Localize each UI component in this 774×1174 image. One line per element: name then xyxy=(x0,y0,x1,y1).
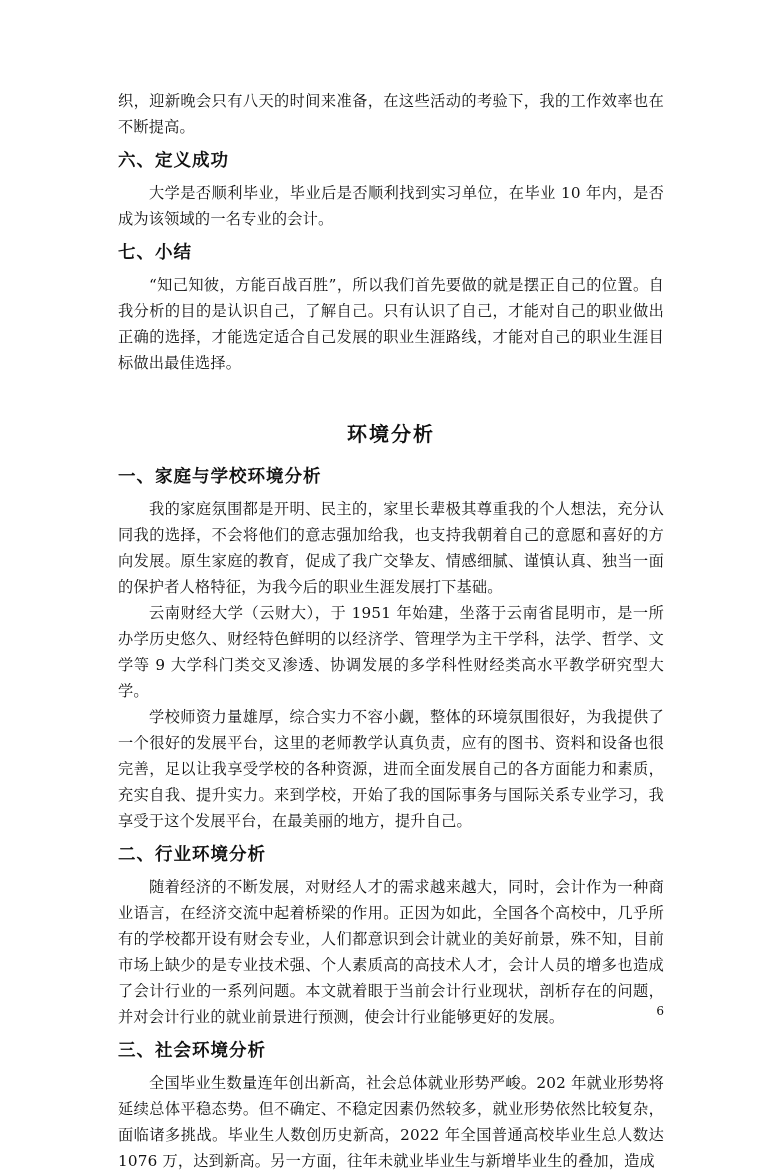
chapter-title: 环境分析 xyxy=(347,422,435,446)
section-heading-social: 三、社会环境分析 xyxy=(118,1041,266,1061)
paragraph-social: 全国毕业生数量连年创出新高，社会总体就业形势严峻。202 年就业形势将延续总体平稳态势。但不确定、不稳定因素仍然较多，就业形势依然比较复杂，面临诸多挑战。毕业生人数创历史新高，2022 年全国普通高校毕业生总人数达 1076 万，达到新高。另一方面，往年未就业毕业生与新增毕业生的叠加，造成 xyxy=(118,1074,664,1170)
paragraph-define-success: 大学是否顺利毕业，毕业后是否顺利找到实习单位，在毕业 10 年内，是否成为该领域的一名专业的会计。 xyxy=(118,184,664,228)
paragraph-school-resources: 学校师资力量雄厚，综合实力不容小觑，整体的环境氛围很好，为我提供了一个很好的发展平台，这里的老师教学认真负责，应有的图书、资料和设备也很完善，足以让我享受学校的各种资源，进而全面发展自己的各方面能力和素质，充实自我、提升实力。来到学校，开始了我的国际事务与国际关系专业学习，我享受于这个发展平台，在最美丽的地方，提升自己。 xyxy=(118,708,664,830)
section-heading-family-school: 一、家庭与学校环境分析 xyxy=(118,467,322,487)
page-number: 6 xyxy=(656,1004,664,1018)
paragraph-summary: “知己知彼，方能百战百胜”，所以我们首先要做的就是摆正自己的位置。自我分析的目的是认识自己，了解自己。只有认识了自己，才能对自己的职业做出正确的选择，才能选定适合自己发展的职业生涯路线，才能对自己的职业生涯目标做出最佳选择。 xyxy=(118,276,664,372)
document-page xyxy=(118,88,664,1174)
section-heading-define-success: 六、定义成功 xyxy=(118,151,229,171)
paragraph-family: 我的家庭氛围都是开明、民主的，家里长辈极其尊重我的个人想法，充分认同我的选择，不会将他们的意志强加给我，也支持我朝着自己的意愿和喜好的方向发展。原生家庭的教育，促成了我广交挚友、情感细腻、谨慎认真、独当一面的保护者人格特征，为我今后的职业生涯发展打下基础。 xyxy=(118,500,664,596)
section-heading-industry: 二、行业环境分析 xyxy=(118,845,266,865)
paragraph-university: 云南财经大学（云财大），于 1951 年始建，坐落于云南省昆明市，是一所办学历史悠久、财经特色鲜明的以经济学、管理学为主干学科，法学、哲学、文学等 9 大学科门类交叉渗透、协调发展的多学科性财经类高水平教学研究型大学。 xyxy=(118,604,664,700)
section-heading-summary: 七、小结 xyxy=(118,243,192,263)
paragraph-industry: 随着经济的不断发展，对财经人才的需求越来越大，同时，会计作为一种商业语言，在经济交流中起着桥梁的作用。正因为如此，全国各个高校中，几乎所有的学校都开设有财会专业，人们都意识到会计就业的美好前景，殊不知，目前市场上缺少的是专业技术强、个人素质高的高技术人才，会计人员的增多也造成了会计行业的一系列问题。本文就着眼于当前会计行业现状，剖析存在的问题，并对会计行业的就业前景进行预测，使会计行业能够更好的发展。 xyxy=(118,878,664,1026)
continued-paragraph: 织，迎新晚会只有八天的时间来准备，在这些活动的考验下，我的工作效率也在不断提高。 xyxy=(118,92,664,136)
